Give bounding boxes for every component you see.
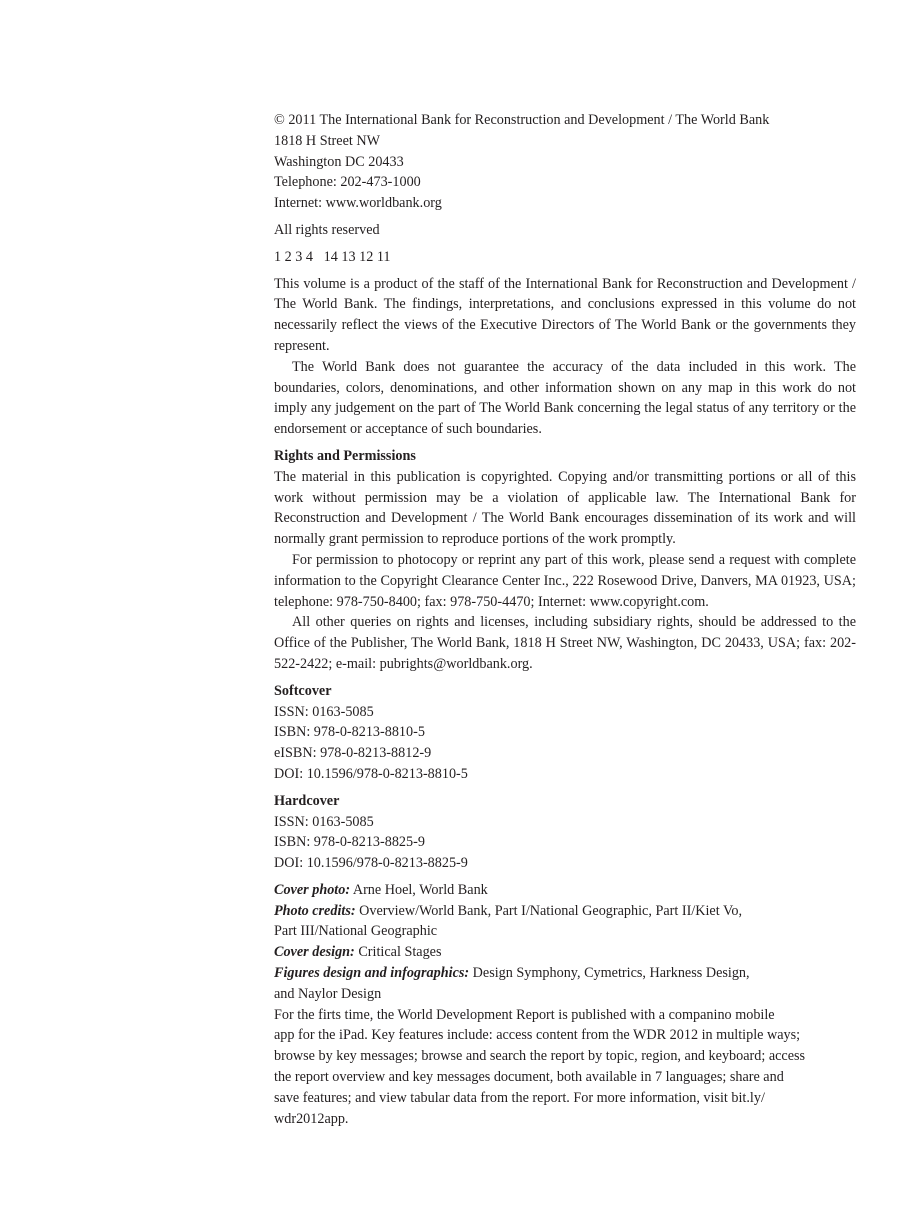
cover-photo-label: Cover photo: — [274, 881, 351, 898]
softcover-section — [274, 681, 856, 785]
photo-credits-label: Photo credits: — [274, 902, 356, 919]
softcover-issn: ISSN: 0163-5085 — [274, 703, 374, 720]
app-note-line: wdr2012app. — [274, 1110, 349, 1127]
figures-value: Design Symphony, Cymetrics, Harkness Design, — [469, 965, 750, 982]
printing-line: 1 2 3 4 14 13 12 11 — [274, 248, 391, 265]
hardcover-issn: ISSN: 0163-5085 — [274, 813, 374, 830]
figures-credit — [274, 963, 856, 984]
copyright-line: © 2011 The International Bank for Reconstruction and Development / The World Bank — [274, 112, 770, 128]
city-line: Washington DC 20433 — [274, 153, 404, 170]
photo-credits-continued: Part III/National Geographic — [274, 923, 438, 940]
cover-photo-value: Arne Hoel, World Bank — [350, 881, 488, 898]
hardcover-isbn: ISBN: 978-0-8213-8825-9 — [274, 834, 425, 851]
cover-design-label: Cover design: — [274, 944, 355, 961]
cover-photo-credit — [274, 880, 856, 901]
internet-line: Internet: www.worldbank.org — [274, 195, 442, 212]
softcover-isbn: ISBN: 978-0-8213-8810-5 — [274, 724, 425, 741]
rights-paragraph-3: All other queries on rights and licenses, including subsidiary rights, should be addressed to the Office of the Publisher, The World Bank, 1818 H Street NW, Washington, DC 20433, USA; fax: 202-522-2422; e-mail: pubrights@worldbank.org. — [274, 614, 856, 672]
disclaimer-paragraph-2: The World Bank does not guarantee the accuracy of the data included in this work. The boundaries, colors, denominations, and other information shown on any map in this work do not imply any judgement on the part of The World Bank concerning the legal status of any territory or the endorsement or acceptance of such boundaries. — [274, 358, 856, 438]
disclaimer — [274, 274, 856, 440]
hardcover-heading: Hardcover — [274, 792, 340, 809]
photo-credits-value: Overview/World Bank, Part I/National Geographic, Part II/Kiet Vo, — [355, 902, 743, 919]
telephone-line: Telephone: 202-473-1000 — [274, 174, 421, 191]
copyright-page — [274, 110, 856, 1129]
rights-reserved: All rights reserved — [274, 221, 380, 238]
figures-label: Figures design and infographics: — [274, 965, 470, 982]
cover-design-credit — [274, 942, 856, 963]
app-note-line: browse by key messages; browse and search the report by topic, region, and keyboard; access — [274, 1048, 806, 1065]
app-note-line: save features; and view tabular data from the report. For more information, visit bit.ly/ — [274, 1089, 765, 1106]
credits-section — [274, 880, 856, 1005]
disclaimer-paragraph-1: This volume is a product of the staff of the International Bank for Reconstruction and Development / The World Bank. The findings, interpretations, and conclusions expressed in this volume do not necessarily reflect the views of the Executive Directors of The World Bank or the governments they represent. — [274, 275, 856, 354]
rights-heading: Rights and Permissions — [274, 447, 416, 464]
app-note-line: app for the iPad. Key features include: access content from the WDR 2012 in multiple ways; — [274, 1027, 801, 1044]
app-note-line: the report overview and key messages document, both available in 7 languages; share and — [274, 1069, 784, 1086]
hardcover-doi: DOI: 10.1596/978-0-8213-8825-9 — [274, 855, 468, 872]
rights-section — [274, 446, 856, 675]
softcover-doi: DOI: 10.1596/978-0-8213-8810-5 — [274, 765, 468, 782]
figures-credit-continued: and Naylor Design — [274, 985, 382, 1002]
hardcover-section — [274, 791, 856, 874]
address-block — [274, 110, 856, 214]
app-note — [274, 1005, 856, 1130]
street-line: 1818 H Street NW — [274, 132, 380, 149]
rights-paragraph-1: The material in this publication is copyrighted. Copying and/or transmitting portions or all of this work without permission may be a violation of applicable law. The International Bank for Reconstruction and Development / The World Bank encourages dissemination of its work and will normally grant permission to reproduce portions of the work promptly. — [274, 468, 856, 548]
softcover-eisbn: eISBN: 978-0-8213-8812-9 — [274, 745, 432, 762]
photo-credits — [274, 901, 856, 922]
rights-paragraph-2: For permission to photocopy or reprint any part of this work, please send a request with complete information to the Copyright Clearance Center Inc., 222 Rosewood Drive, Danvers, MA 01923, USA; telephone: 978-750-8400; fax: 978-750-4470; Internet: www.copyright.com. — [274, 551, 856, 610]
app-note-line: For the firts time, the World Development Report is published with a companino mobile — [274, 1006, 775, 1023]
cover-design-value: Critical Stages — [354, 944, 442, 961]
softcover-heading: Softcover — [274, 682, 332, 699]
